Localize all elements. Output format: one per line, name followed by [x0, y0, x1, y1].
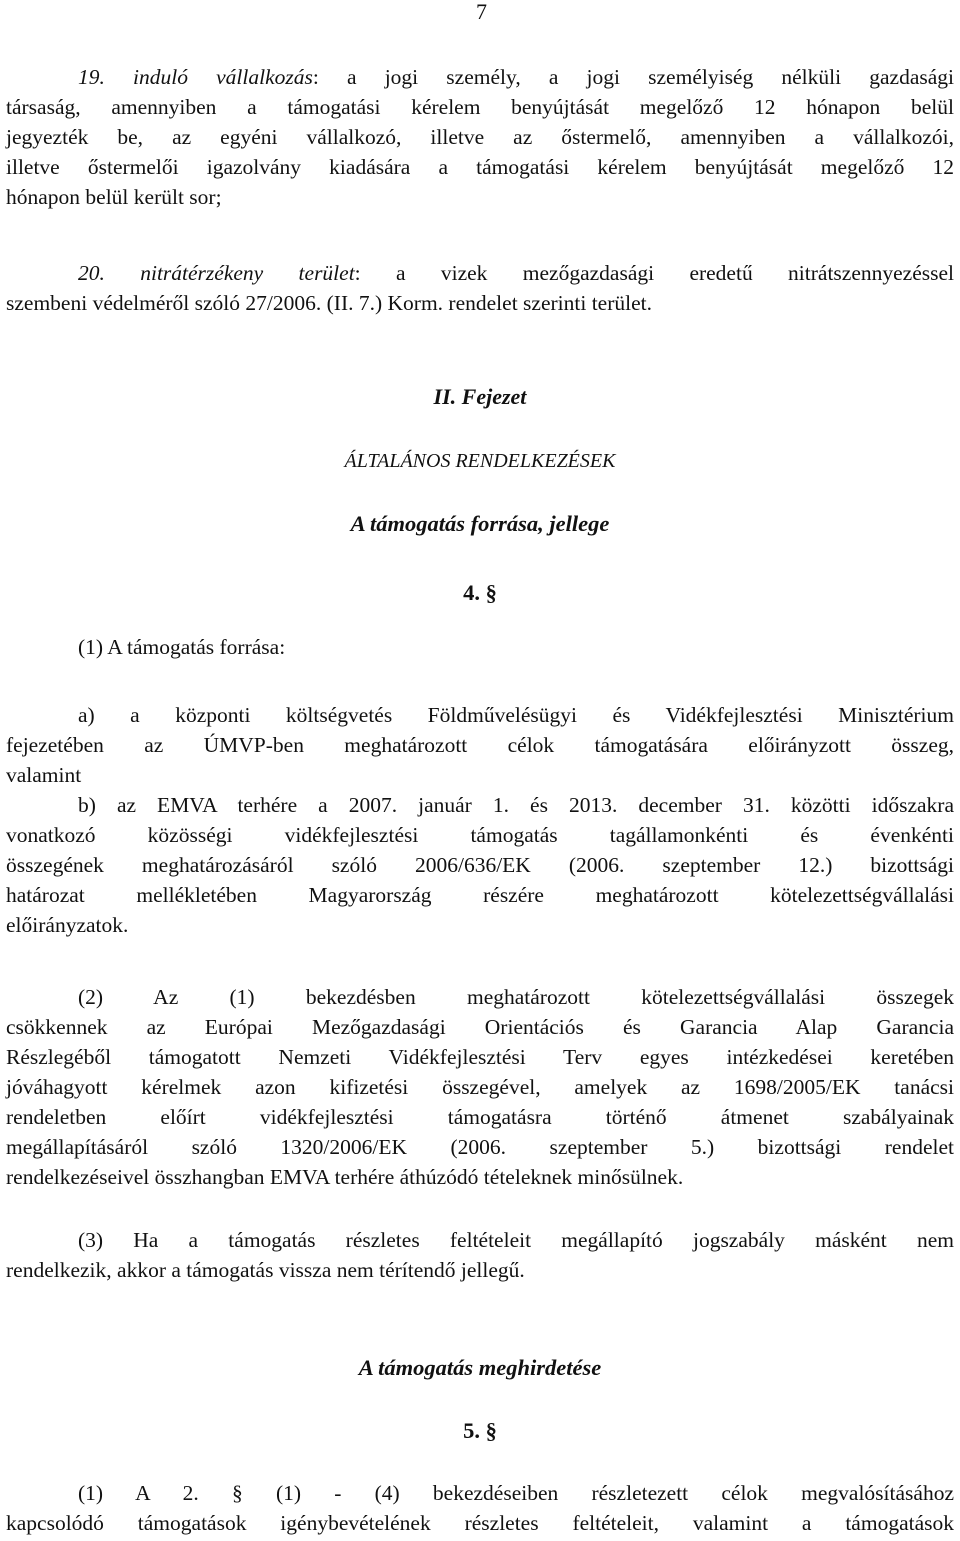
- text-line: szembeni védelméről szóló 27/2006. (II. 7.) Korm. rendelet szerinti terület.: [6, 291, 652, 315]
- paragraph-1b: [6, 790, 954, 940]
- definition-20: [6, 258, 954, 318]
- page-number: 7: [476, 0, 487, 24]
- text-line: vonatkozó közösségi vidékfejlesztési támogatás tagállamonkénti és évenkénti: [6, 823, 954, 847]
- text-line: társaság, amennyiben a támogatási kérelem benyújtását megelőző 12 hónapon belül: [6, 95, 954, 119]
- text-line: összegének meghatározásáról szóló 2006/636/EK (2006. szeptember 12.) bizottsági: [6, 853, 954, 877]
- text-line: [6, 62, 954, 92]
- text-line: [6, 258, 954, 288]
- text-line: rendelkezik, akkor a támogatás vissza nem térítendő jellegű.: [6, 1258, 525, 1282]
- text-line: rendeletben előírt vidékfejlesztési támogatásra történő átmenet szabályainak: [6, 1105, 954, 1129]
- subsection-title: A támogatás meghirdetése: [358, 1355, 602, 1380]
- text-line: határozat mellékletében Magyarország részére meghatározott kötelezettségvállalási: [6, 883, 954, 907]
- text-line: előirányzatok.: [6, 913, 129, 937]
- paragraph-1a: [6, 700, 954, 790]
- chapter-title: ÁLTALÁNOS RENDELKEZÉSEK: [344, 450, 616, 472]
- text-line: (1) A 2. § (1) - (4) bekezdéseiben részletezett célok megvalósításához: [78, 1481, 954, 1505]
- text-line: jegyezték be, az egyéni vállalkozó, illetve az őstermelő, amennyiben a vállalkozói,: [6, 125, 954, 149]
- definition-19: [6, 62, 954, 212]
- text-line: illetve őstermelői igazolvány kiadására a támogatási kérelem benyújtását megelőző 12: [6, 155, 954, 179]
- def-term: nitrátérzékeny terület: [140, 261, 355, 285]
- subsection-title: A támogatás forrása, jellege: [350, 511, 610, 536]
- section-number: 5. §: [463, 1418, 497, 1443]
- paragraph-3: [6, 1225, 954, 1285]
- text-line: valamint: [6, 763, 82, 787]
- text-line: kapcsolódó támogatások igénybevételének részletes feltételeit, valamint a támogatások: [6, 1511, 954, 1535]
- text-line: megállapításáról szóló 1320/2006/EK (2006. szeptember 5.) bizottsági rendelet: [6, 1135, 954, 1159]
- text-line: jóváhagyott kérelmek azon kifizetési összegével, amelyek az 1698/2005/EK tanácsi: [6, 1075, 954, 1099]
- text-line: hónapon belül került sor;: [6, 185, 222, 209]
- text-line: a) a központi költségvetés Földművelésügyi és Vidékfejlesztési Minisztérium: [78, 703, 954, 727]
- text-line: rendelkezéseivel összhangban EMVA terhére áthúzódó tételeknek minősülnek.: [6, 1165, 684, 1189]
- text-line: csökkennek az Európai Mezőgazdasági Orientációs és Garancia Alap Garancia: [6, 1015, 954, 1039]
- text-line: (2) Az (1) bekezdésben meghatározott kötelezettségvállalási összegek: [78, 985, 954, 1009]
- def-number: 20.: [78, 261, 105, 285]
- paragraph-2: [6, 982, 954, 1192]
- text-line: Részlegéből támogatott Nemzeti Vidékfejlesztési Terv egyes intézkedései keretében: [6, 1045, 954, 1069]
- text-line: b) az EMVA terhére a 2007. január 1. és 2013. december 31. közötti időszakra: [78, 793, 954, 817]
- text-line: fejezetében az ÚMVP-ben meghatározott célok támogatására előirányzott összeg,: [6, 733, 954, 757]
- def-term: induló vállalkozás: [133, 65, 313, 89]
- def-number: 19.: [78, 65, 105, 89]
- paragraph-label: (1) A támogatás forrása:: [78, 635, 286, 659]
- chapter-heading: II. Fejezet: [433, 384, 527, 409]
- def-text: : a vizek mezőgazdasági eredetű nitrátszennyezéssel: [354, 261, 954, 285]
- def-text: : a jogi személy, a jogi személyiség nélküli gazdasági: [312, 65, 954, 89]
- paragraph-5-1: [6, 1478, 954, 1538]
- text-line: (3) Ha a támogatás részletes feltételeit megállapító jogszabály másként nem: [78, 1228, 954, 1252]
- section-number: 4. §: [463, 580, 497, 605]
